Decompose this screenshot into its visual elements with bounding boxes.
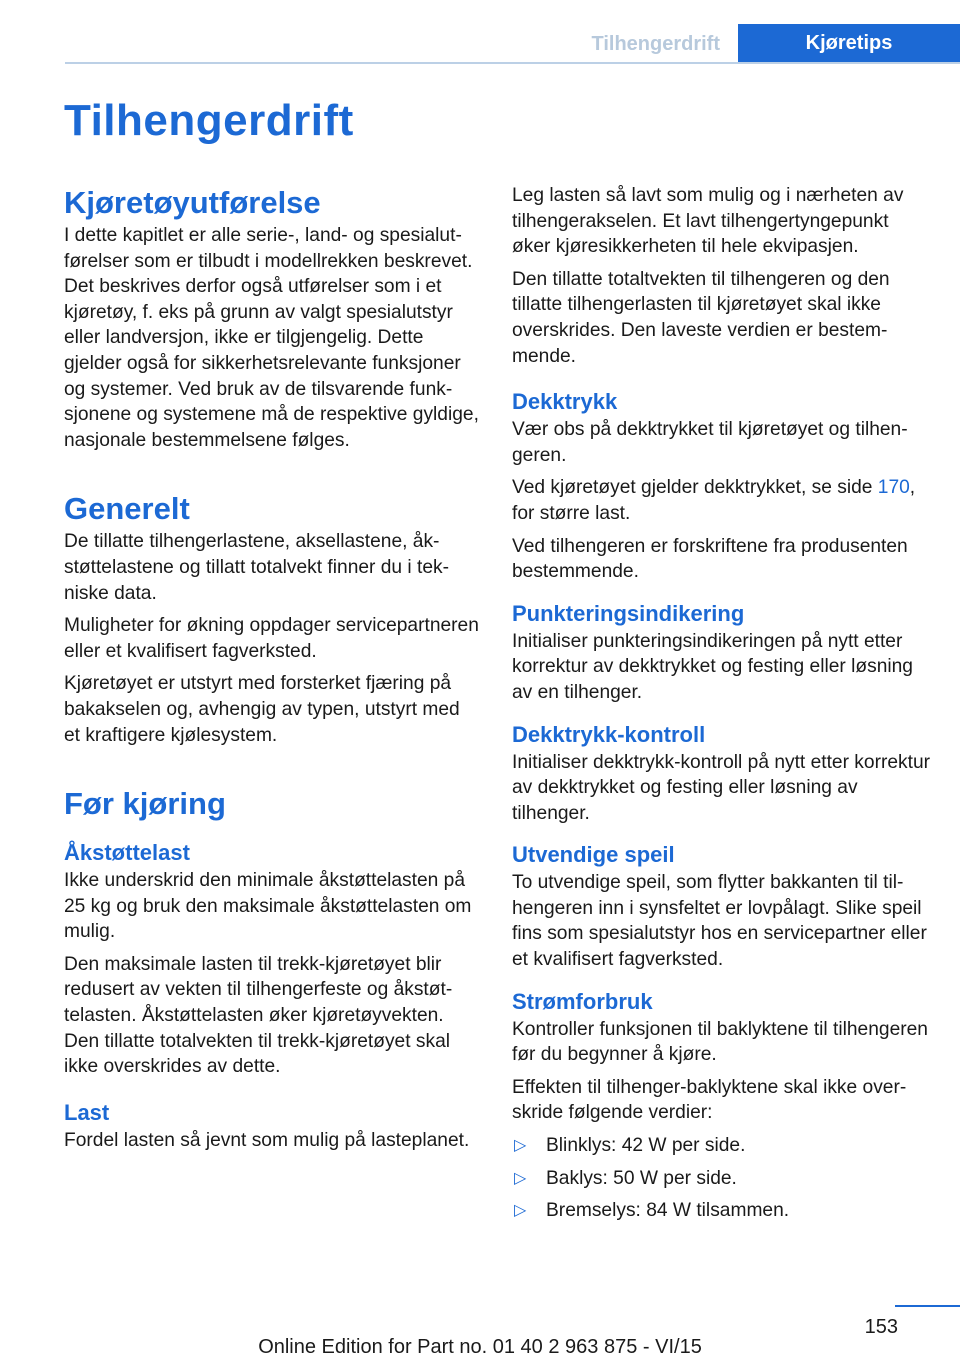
list-item xyxy=(512,1198,932,1224)
section-heading-kjoretoyutforelse: Kjøretøyutførelse xyxy=(64,185,321,220)
subheading-utvendige-speil: Utvendige speil xyxy=(512,842,675,868)
edition-footer: Online Edition for Part no. 01 40 2 963 875 - VI/15 xyxy=(258,1336,702,1358)
paragraph: Initialiser punkteringsindikeringen på nytt etter korrektur av dekktrykket og festing eller løsning av en tilhenger. xyxy=(512,630,913,703)
chapter-tab[interactable]: Kjøretips xyxy=(738,24,960,62)
paragraph: Muligheter for økning oppdager servicepartneren eller et kvalifisert fagverksted. xyxy=(64,615,479,662)
subheading-dekktrykk-kontroll: Dekktrykk-kontroll xyxy=(512,721,706,747)
subheading-dekktrykk: Dekktrykk xyxy=(512,389,618,415)
paragraph: De tillatte tilhengerlastene, aksellastene, åkstøttelastene og tillatt totalvekt finner du i tekniske data. xyxy=(64,531,450,604)
subheading-punkteringsindikering: Punkteringsindikering xyxy=(512,600,745,626)
paragraph: Kjøretøyet er utstyrt med forsterket fjæring på bakakselen og, avhengig av typen, utstyrt med et kraftigere kjølesystem. xyxy=(64,673,460,746)
wattage-list xyxy=(512,1133,932,1224)
section-heading-for-kjoring: Før kjøring xyxy=(64,786,226,822)
paragraph: Vær obs på dekktrykket til kjøretøyet og tilhengeren. xyxy=(512,419,908,466)
paragraph: Effekten til tilhenger-baklyktene skal ikke overskride følgende verdier: xyxy=(512,1076,907,1124)
triangle-bullet-icon: ▷ xyxy=(514,1137,527,1155)
subheading-stromforbruk: Strømforbruk xyxy=(512,988,653,1014)
paragraph: Ved tilhengeren er forskriftene fra produsenten bestemmende. xyxy=(512,535,908,583)
list-item-text: Blinklys: 42 W per side. xyxy=(546,1135,746,1157)
paragraph: Kontroller funksjonen til baklyktene til tilhengeren før du begynner å kjøre. xyxy=(512,1018,928,1066)
section-heading-generelt: Generelt xyxy=(64,491,190,527)
text-span: Ved kjøretøyet gjelder dekktrykket, se side xyxy=(512,477,878,499)
paragraph: Den maksimale lasten til trekk-kjøretøyet blir redusert av vekten til tilhengerfeste og åkstøttelasten. Åkstøttelasten øker kjøretøyvekten. Den tillatte totalvekten til trekk-kjøretøyet skal ikke overskrides av dette. xyxy=(64,953,453,1078)
left-column xyxy=(64,183,480,1160)
subheading-akstottelast: Åkstøttelast xyxy=(64,840,190,866)
page-title: Tilhengerdrift xyxy=(64,96,354,145)
page-reference-link[interactable]: 170 xyxy=(877,477,910,499)
text-span: , for større last. xyxy=(512,477,916,524)
header-rule xyxy=(65,62,960,64)
subheading-last: Last xyxy=(64,1099,110,1125)
paragraph-with-link xyxy=(512,475,932,526)
list-item-text: Baklys: 50 W per side. xyxy=(546,1167,737,1189)
right-column xyxy=(512,183,932,1231)
triangle-bullet-icon: ▷ xyxy=(514,1169,527,1187)
list-item xyxy=(512,1133,932,1159)
page-number: 153 xyxy=(864,1316,898,1338)
section-tab[interactable]: Tilhengerdrift xyxy=(591,33,720,55)
triangle-bullet-icon: ▷ xyxy=(514,1202,527,1220)
paragraph: Ikke underskrid den minimale åkstøttelasten på 25 kg og bruk den maksimale åkstøttelasten om mulig. xyxy=(64,870,472,943)
paragraph: I dette kapitlet er alle serie-, land- og spesialutførelser som er tilbudt i modellrekken beskrevet. Det beskrives derfor også utførelser som i et kjøretøy, f. eks på grunn av valgt spesialutstyr eller landversjon, ikke er tilgjengelig. Dette gjelder også for sikkerhetsrelevante funksjoner og systemer. Ved bruk av de tilsvarende funksjonene og systemene må de respektive gyldige, nasjonale bestemmelsene følges. xyxy=(64,225,479,451)
paragraph: Leg lasten så lavt som mulig og i nærheten av tilhengerakselen. Et lavt tilhengertyngepunkt øker kjøresikkerheten til hele ekvipasjen. xyxy=(512,185,904,258)
paragraph: Den tillatte totaltvekten til tilhengeren og den tillatte tilhengerlasten til kjøretøyet skal ikke overskrides. Den laveste verdien er bestemmende. xyxy=(512,268,890,367)
paragraph: To utvendige speil, som flytter bakkanten til tilhengeren inn i synsfeltet er lovpålagt. Slike speil fins som spesialutstyr hos en servicepartner eller et kvalifisert fagverksted. xyxy=(512,872,927,971)
list-item-text: Bremselys: 84 W tilsammen. xyxy=(546,1200,790,1222)
paragraph: Fordel lasten så jevnt som mulig på lasteplanet. xyxy=(64,1129,470,1151)
paragraph: Initialiser dekktrykk-kontroll på nytt etter korrektur av dekktrykket og festing eller løsning av tilhenger. xyxy=(512,751,931,824)
footer-rule xyxy=(895,1305,960,1307)
list-item xyxy=(512,1166,932,1192)
